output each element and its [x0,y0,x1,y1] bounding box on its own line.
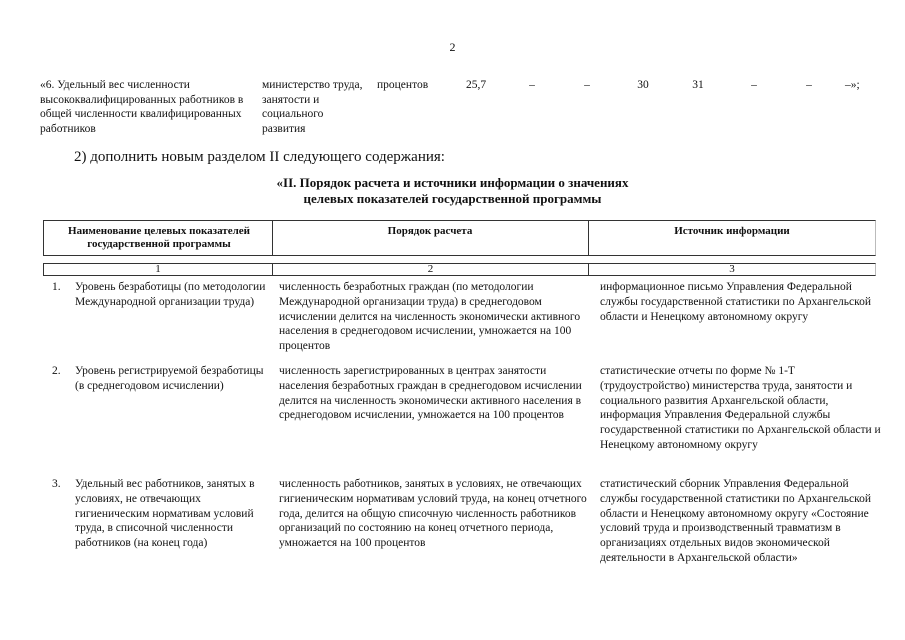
indicator-name: Уровень регистрируемой безработицы (в среднегодовом исчислении) [75,365,264,392]
row-number: 3. [52,478,61,490]
prev-row-value: – [751,79,757,91]
information-source: статистические отчеты по форме № 1-Т (трудоустройство) министерства труда, занятости и социального развития Архангельской области, информация Управления Федеральной службы государственной статистики по Архангельской области и Ненецкому автономному округу [600,365,881,451]
prev-row-value: 31 [692,79,704,91]
prev-row-value: –»; [845,79,860,91]
indicator-name: Уровень безработицы (по методологии Международной организации труда) [75,281,266,308]
prev-row-responsible: министерство труда, занятости и социального развития [262,79,363,135]
table-header-cell: Наименование целевых показателей государственной программы [68,225,250,250]
section-title [0,175,905,207]
calculation-method: численность работников, занятых в условиях, не отвечающих гигиеническим нормативам условий труда, на конец отчетного года, делится на общую списочную численность работников организаций по состоянию на конец отчетного периода, умножается на 100 процентов [279,478,587,550]
row-number: 2. [52,365,61,377]
prev-row-indicator: «6. Удельный вес численности высококвалифицированных работников в общей численности квалифицированных работников [40,79,244,135]
row-number: 1. [52,281,61,293]
column-number: 1 [155,263,161,275]
column-divider [588,220,589,256]
table-header-cell: Источник информации [674,225,790,237]
column-number: 3 [729,263,735,275]
amendment-intro: 2) дополнить новым разделом II следующего содержания: [74,149,445,165]
prev-row-value: – [584,79,590,91]
prev-row-unit: процентов [377,79,429,91]
prev-row-value: 30 [637,79,649,91]
indicator-name: Удельный вес работников, занятых в условиях, не отвечающих гигиеническим нормативам условий труда, в списочной численности работников (на конец года) [75,478,255,550]
information-source: информационное письмо Управления Федеральной службы государственной статистики по Архангельской области и Ненецкому автономному округу [600,281,872,323]
prev-row-value: – [806,79,812,91]
page-number: 2 [449,40,456,54]
column-number: 2 [427,263,434,275]
prev-row-value: – [529,79,535,91]
information-source: статистический сборник Управления Федеральной службы государственной статистики по Архангельской области и Ненецкому автономному округу «Состояние условий труда и производственный травматизм в организациях отдельных видов экономической деятельности в Архангельской области» [600,478,872,564]
calculation-method: численность зарегистрированных в центрах занятости населения безработных граждан в среднегодовом исчислении делится на численность экономически активного населения в среднегодовом исчислении, умножается на 100 процентов [279,365,582,422]
prev-row-value: 25,7 [465,79,487,91]
column-divider [272,220,273,256]
table-header-cell: Порядок расчета [387,225,473,237]
calculation-method: численность безработных граждан (по методологии Международной организации труда) в среднегодовом исчислении делится на численность экономически активного населения в среднегодовом исчислении, умножается на 100 процентов [279,281,581,353]
section-title-line: целевых показателей государственной программы [303,191,602,206]
section-title-line: «II. Порядок расчета и источники информации о значениях [276,175,629,190]
